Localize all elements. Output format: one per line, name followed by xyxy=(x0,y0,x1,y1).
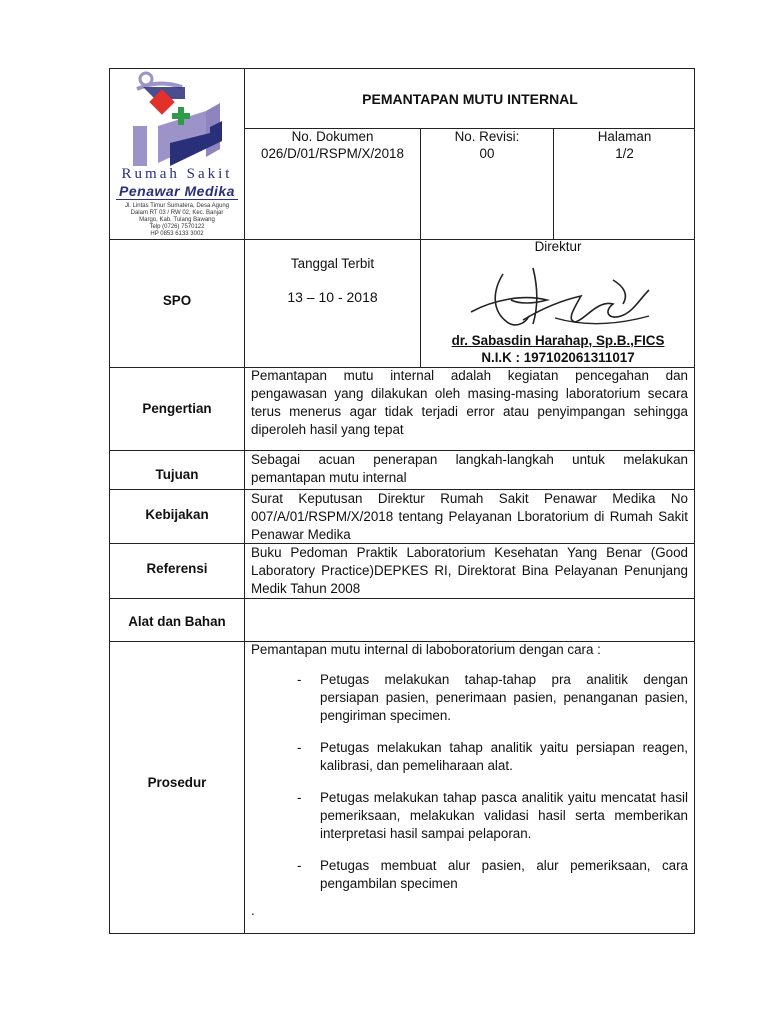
revision-cell xyxy=(421,128,553,162)
list-item: - Petugas membuat alur pasien, alur pemeriksaan, cara pengambilan specimen xyxy=(297,858,688,891)
hospital-address: Jl. Lintas Timur Sumatera, Desa Agung Dalam RT 03 / RW 02, Kec. Banjar Margo, Kab. Tulang Bawang Telp (0726) 7570122 HP 0853 6133 3002 xyxy=(124,203,230,237)
prosedur-label: Prosedur xyxy=(147,775,207,790)
pengertian-label: Pengertian xyxy=(142,401,212,416)
document-number-value: 026/D/01/RSPM/X/2018 xyxy=(261,146,404,161)
referensi-label: Referensi xyxy=(146,561,208,576)
revision-label: No. Revisi: xyxy=(454,129,520,144)
list-item: - Petugas melakukan tahap-tahap pra analitik dengan persiapan pasien, penerimaan pasien, penanganan pasien, pengiriman specimen. xyxy=(297,672,688,723)
director-nik: N.I.K : 197102061311017 xyxy=(481,350,635,365)
hospital-logo-icon xyxy=(110,71,244,171)
kebijakan-text: Surat Keputusan Direktur Rumah Sakit Penawar Medika No 007/A/01/RSPM/X/2018 tentang Pelayanan Lboratorium di Rumah Sakit Penawar Medika xyxy=(251,491,688,542)
table-divider-vertical xyxy=(244,68,245,934)
director-label: Direktur xyxy=(534,239,582,254)
hospital-name-line2: Penawar Medika xyxy=(119,183,235,199)
kebijakan-label: Kebijakan xyxy=(145,507,209,522)
document-number-label: No. Dokumen xyxy=(291,129,374,144)
document-number-cell xyxy=(245,128,420,162)
referensi-text: Buku Pedoman Praktik Laboratorium Kesehatan Yang Benar (Good Laboratory Practice)DEPKES RI, Direktorat Bina Pelayanan Penunjang Medik Tahun 2008 xyxy=(251,545,688,596)
prosedur-trailing: . xyxy=(251,903,255,918)
list-item: - Petugas melakukan tahap pasca analitik yaitu mencatat hasil pemeriksaan, melakukan validasi hasil serta memberikan interpretasi hasil sampai pelaporan. xyxy=(297,790,688,841)
tujuan-text: Sebagai acuan penerapan langkah-langkah untuk melakukan pemantapan mutu internal xyxy=(251,452,688,485)
alat-bahan-label: Alat dan Bahan xyxy=(128,614,226,629)
page-label: Halaman xyxy=(597,129,652,144)
table-divider-horizontal xyxy=(109,598,695,599)
tujuan-label: Tujuan xyxy=(155,467,199,482)
director-name: dr. Sabasdin Harahap, Sp.B.,FICS xyxy=(451,333,665,348)
issue-date-value: 13 – 10 - 2018 xyxy=(287,289,378,305)
hospital-name-line1: Rumah Sakit xyxy=(121,166,233,182)
page-cell xyxy=(554,128,695,162)
prosedur-list xyxy=(297,671,688,907)
document-title: PEMANTAPAN MUTU INTERNAL xyxy=(362,91,578,107)
director-signature xyxy=(463,260,663,340)
hospital-logo xyxy=(110,69,244,239)
page-value: 1/2 xyxy=(615,146,634,161)
pengertian-text: Pemantapan mutu internal adalah kegiatan pencegahan dan pengawasan yang dilakukan oleh masing-masing laboratorium secara terus menerus agar tidak terjadi error atau penyimpangan sehingga diperoleh hasil yang tepat xyxy=(251,368,688,437)
spo-label: SPO xyxy=(162,293,192,308)
revision-value: 00 xyxy=(479,146,495,161)
list-item: - Petugas melakukan tahap analitik yaitu persiapan reagen, kalibrasi, dan pemeliharaan alat. xyxy=(297,740,688,773)
prosedur-intro: Pemantapan mutu internal di laboboratorium dengan cara : xyxy=(251,642,601,657)
issue-date-label: Tanggal Terbit xyxy=(290,256,375,271)
hospital-name-underline xyxy=(116,199,238,200)
